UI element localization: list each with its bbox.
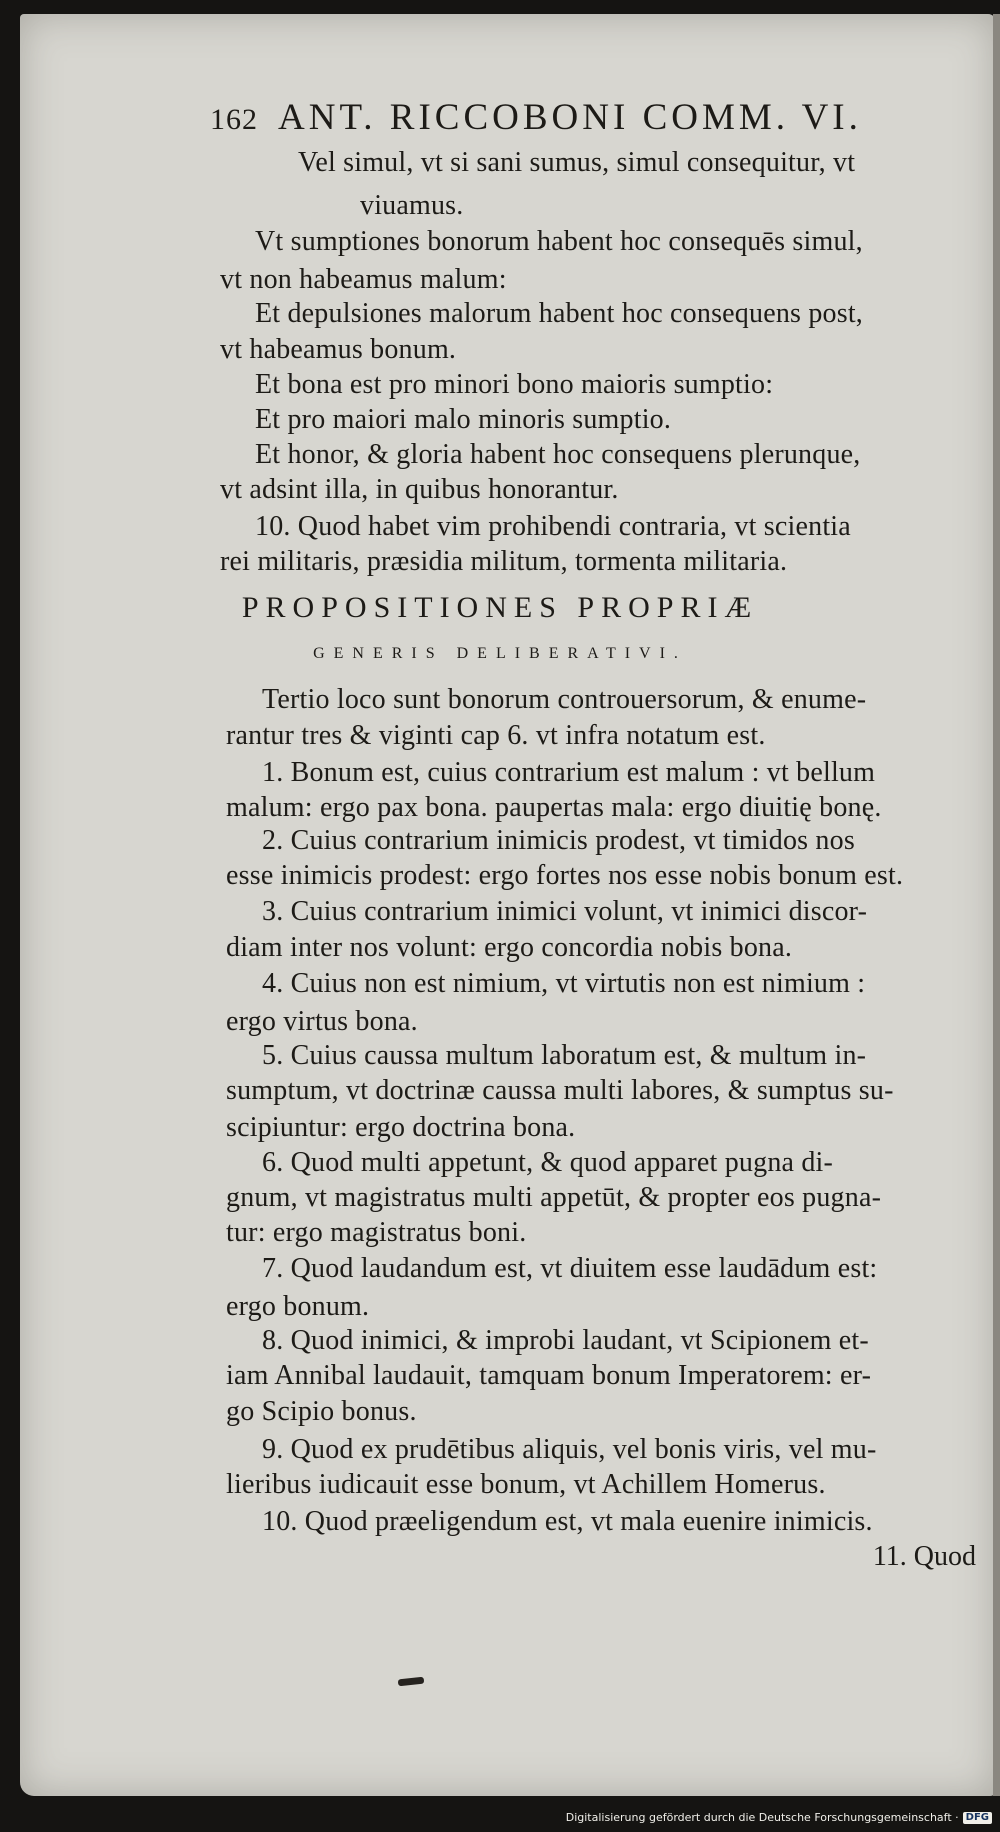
text-line: rei militaris, præsidia militum, tormenta militaria. bbox=[220, 546, 788, 577]
page-number: 162 bbox=[210, 103, 258, 136]
text-line: malum: ergo pax bona. paupertas mala: ergo diuitię bonę. bbox=[226, 792, 882, 823]
text-line: Et honor, & gloria habent hoc consequens plerunque, bbox=[255, 439, 861, 470]
text-line: rantur tres & viginti cap 6. vt infra notatum est. bbox=[226, 720, 766, 751]
text-line: gnum, vt magistratus multi appetūt, & propter eos pugna- bbox=[226, 1182, 882, 1213]
text-line: 5. Cuius caussa multum laboratum est, & multum in- bbox=[262, 1040, 867, 1071]
text-line: diam inter nos volunt: ergo concordia nobis bona. bbox=[226, 932, 793, 963]
text-line: Tertio loco sunt bonorum controuersorum, & enume- bbox=[262, 684, 867, 715]
text-line: vt adsint illa, in quibus honorantur. bbox=[220, 474, 619, 505]
digitization-credit bbox=[566, 1811, 992, 1825]
text-line: 4. Cuius non est nimium, vt virtutis non est nimium : bbox=[262, 968, 866, 999]
text-line: Et depulsiones malorum habent hoc consequens post, bbox=[255, 298, 863, 329]
text-line: esse inimicis prodest: ergo fortes nos esse nobis bonum est. bbox=[226, 860, 904, 891]
text-line: 10. Quod præeligendum est, vt mala euenire inimicis. bbox=[262, 1506, 873, 1537]
running-title: ANT. RICCOBONI COMM. VI. bbox=[278, 97, 862, 138]
text-line: 9. Quod ex prudētibus aliquis, vel bonis viris, vel mu- bbox=[262, 1434, 877, 1465]
text-line: go Scipio bonus. bbox=[226, 1396, 417, 1427]
text-line: 10. Quod habet vim prohibendi contraria, vt scientia bbox=[255, 511, 851, 542]
text-line: vt non habeamus malum: bbox=[220, 264, 507, 295]
text-line: 7. Quod laudandum est, vt diuitem esse laudādum est: bbox=[262, 1253, 878, 1284]
text-line: viuamus. bbox=[360, 190, 464, 221]
text-line: 3. Cuius contrarium inimici volunt, vt inimici discor- bbox=[262, 896, 868, 927]
credit-text: Digitalisierung gefördert durch die Deutsche Forschungsgemeinschaft · bbox=[565, 1811, 959, 1824]
text-line: lieribus iudicauit esse bonum, vt Achillem Homerus. bbox=[226, 1469, 826, 1500]
catchword: 11. Quod bbox=[872, 1541, 976, 1572]
text-line: 8. Quod inimici, & improbi laudant, vt Scipionem et- bbox=[262, 1325, 869, 1356]
text-line: vt habeamus bonum. bbox=[220, 334, 457, 365]
text-line: Vel simul, vt si sani sumus, simul consequitur, vt bbox=[298, 147, 856, 178]
text-line: 2. Cuius contrarium inimicis prodest, vt timidos nos bbox=[262, 825, 855, 856]
text-line: Vt sumptiones bonorum habent hoc consequēs simul, bbox=[255, 226, 863, 257]
text-line: Et pro maiori malo minoris sumptio. bbox=[255, 404, 672, 435]
section-title: PROPOSITIONES PROPRIÆ bbox=[241, 591, 759, 624]
text-line: iam Annibal laudauit, tamquam bonum Imperatorem: er- bbox=[226, 1360, 872, 1391]
text-line: ergo virtus bona. bbox=[226, 1006, 418, 1037]
dfg-logo-icon: DFG bbox=[963, 1812, 992, 1824]
text-line: 1. Bonum est, cuius contrarium est malum : vt bellum bbox=[262, 757, 876, 788]
text-line: 6. Quod multi appetunt, & quod apparet pugna di- bbox=[262, 1147, 834, 1178]
text-line: Et bona est pro minori bono maioris sumptio: bbox=[255, 369, 774, 400]
text-line: sumptum, vt doctrinæ caussa multi labores, & sumptus su- bbox=[226, 1075, 894, 1106]
text-line: ergo bonum. bbox=[226, 1291, 370, 1322]
section-subtitle: GENERIS DELIBERATIVI. bbox=[313, 645, 687, 662]
running-header bbox=[210, 96, 862, 142]
text-line: tur: ergo magistratus boni. bbox=[226, 1217, 527, 1248]
text-line: scipiuntur: ergo doctrina bona. bbox=[226, 1112, 576, 1143]
